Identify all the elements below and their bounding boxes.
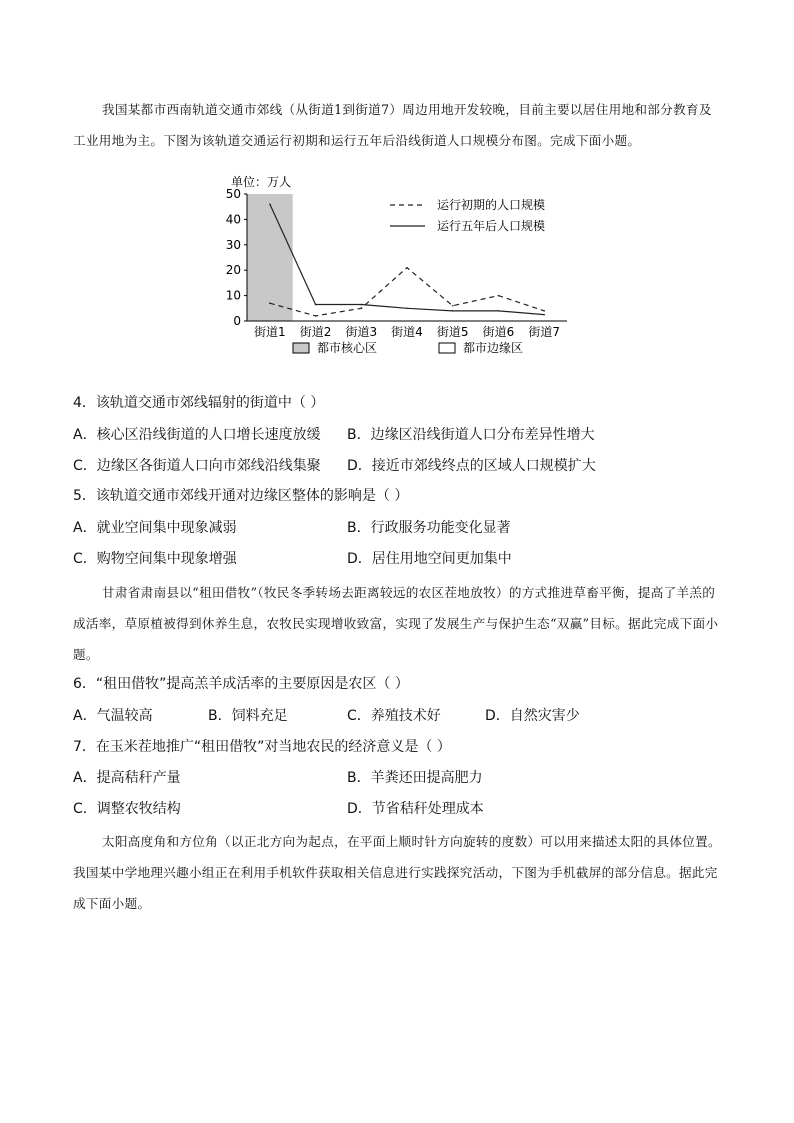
series-2-point (452, 310, 454, 312)
region-legend-swatch-2 (439, 343, 455, 353)
series-1-point (269, 302, 271, 304)
q6-option-a[interactable]: A．气温较高 (73, 708, 153, 724)
unit-label: 单位：万人 (231, 175, 292, 189)
question-5-stem: 5．该轨道交通市郊线开通对边缘区整体的影响是（ ） (73, 488, 409, 504)
x-tick-label: 街道1 (254, 325, 286, 339)
q6-option-d[interactable]: D．自然灾害少 (485, 708, 580, 724)
q5-option-d[interactable]: D．居住用地空间更加集中 (347, 551, 512, 567)
series-1-point (498, 295, 500, 297)
question-7-stem: 7．在玉米茬地推广“租田借牧”对当地农民的经济意义是（ ） (73, 739, 451, 755)
series-1-point (543, 310, 545, 312)
q4-option-c[interactable]: C．边缘区各街道人口向市郊线沿线集聚 (73, 458, 321, 474)
q7-option-c[interactable]: C．调整农牧结构 (73, 801, 181, 817)
series-1-point (452, 305, 454, 307)
x-tick-label: 街道6 (482, 325, 515, 339)
question-4-stem: 4．该轨道交通市郊线辐射的街道中（ ） (73, 395, 325, 411)
question-6-stem: 6．“租田借牧”提高羔羊成活率的主要原因是农区（ ） (73, 676, 409, 692)
q4-option-a[interactable]: A．核心区沿线街道的人口增长速度放缓 (73, 427, 321, 443)
core-area-shading (247, 194, 293, 321)
y-tick-label: 20 (225, 263, 241, 278)
x-tick-label: 街道7 (528, 325, 560, 339)
passage-1: 我国某都市西南轨道交通市郊线（从街道1到街道7）周边用地开发较晚，目前主要以居住用地和部分教育及工业用地为主。下图为该轨道交通运行初期和运行五年后沿线街道人口规模分布图。完成下面小题。 (73, 102, 712, 148)
series-2-point (315, 304, 317, 306)
series-2-point (406, 308, 408, 310)
q6-option-b[interactable]: B．饲料充足 (208, 708, 288, 724)
series-2-point (498, 310, 500, 312)
series-1-point (406, 267, 408, 269)
q5-option-a[interactable]: A．就业空间集中现象减弱 (73, 520, 237, 536)
y-tick-label: 0 (233, 314, 241, 328)
series-2-point (543, 314, 545, 316)
q5-option-b[interactable]: B．行政服务功能变化显著 (347, 520, 511, 536)
q7-option-a[interactable]: A．提高秸秆产量 (73, 770, 181, 786)
y-tick-label: 30 (225, 237, 241, 252)
series-1-point (315, 315, 317, 317)
q5-option-c[interactable]: C．购物空间集中现象增强 (73, 551, 237, 567)
q7-option-d[interactable]: D．节省秸秆处理成本 (347, 801, 484, 817)
y-tick-label: 10 (225, 288, 241, 303)
population-line-chart (225, 168, 585, 368)
region-legend-swatch-1 (293, 343, 309, 353)
q4-option-d[interactable]: D．接近市郊线终点的区域人口规模扩大 (347, 458, 596, 474)
q7-option-b[interactable]: B．羊粪还田提高肥力 (347, 770, 483, 786)
q4-option-b[interactable]: B．边缘区沿线街道人口分布差异性增大 (347, 427, 595, 443)
series-1-point (360, 308, 362, 310)
legend-label-2: 运行五年后人口规模 (437, 219, 546, 233)
series-2-point (360, 304, 362, 306)
x-tick-label: 街道2 (299, 325, 332, 339)
passage-3: 太阳高度角和方位角（以正北方向为起点，在平面上顺时针方向旋转的度数）可以用来描述太阳的具体位置。我国某中学地理兴趣小组正在利用手机软件获取相关信息进行实践探究活动，下图为手机截屏的部分信息。据此完成下面小题。 (73, 834, 721, 911)
q6-option-c[interactable]: C．养殖技术好 (347, 708, 441, 724)
x-tick-label: 街道4 (391, 325, 423, 339)
y-tick-label: 40 (225, 212, 241, 227)
legend-label-1: 运行初期的人口规模 (437, 198, 546, 212)
series-2-point (269, 203, 271, 205)
region-legend-label-1: 都市核心区 (317, 341, 378, 355)
x-tick-label: 街道3 (345, 325, 378, 339)
y-tick-label: 50 (225, 187, 241, 201)
region-legend-label-2: 都市边缘区 (463, 341, 524, 355)
passage-2: 甘肃省肃南县以“租田借牧”（牧民冬季转场去距离较远的农区茬地放牧）的方式推进草畜平衡，提高了羊羔的成活率，草原植被得到休养生息，农牧民实现增收致富，实现了发展生产与保护生态“双赢”目标。据此完成下面小题。 (73, 585, 719, 662)
x-tick-label: 街道5 (436, 325, 469, 339)
